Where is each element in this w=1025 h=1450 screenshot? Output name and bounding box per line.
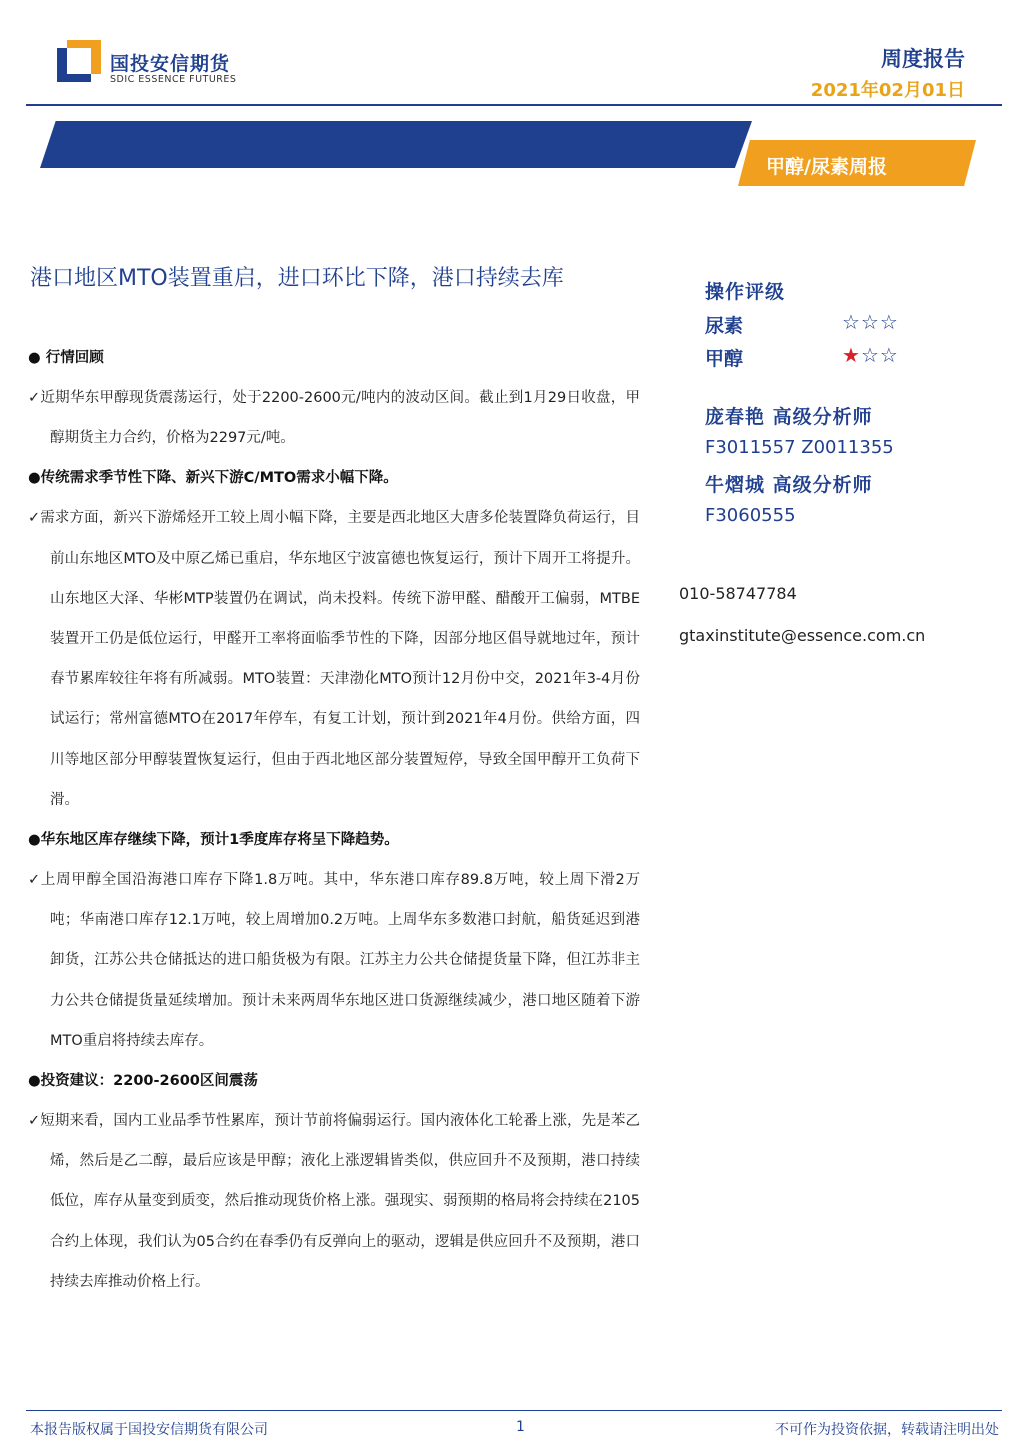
company-name-en: SDIC ESSENCE FUTURES [110, 74, 237, 85]
report-date: 2021年02月01日 [810, 80, 965, 101]
section-paragraph: ✓上周甲醇全国沿海港口库存下降1.8万吨。其中，华东港口库存89.8万吨，较上周下滑2万吨；华南港口库存12.1万吨，较上周增加0.2万吨。上周华东多数港口封航，船货延迟到港卸货，江苏公共仓储抵达的进口船货极为有限。江苏主力公共仓储提货量下降，但江苏非主力公共仓储提货量延续增加。预计未来两周华东地区进口货源继续减少，港口地区随着下游MTO重启将持续去库存。 [28, 872, 640, 1049]
empty-star-icon: ☆☆ [860, 343, 899, 367]
report-type: 周度报告 [881, 47, 965, 71]
analyst-2-name: 牛熠城 高级分析师 [705, 474, 873, 496]
analyst-1-license: F3011557 Z0011355 [705, 437, 894, 458]
page-number: 1 [516, 1419, 525, 1435]
section-investment-advice [28, 1061, 640, 1302]
section-demand [28, 458, 640, 820]
rating-methanol-label: 甲醇 [705, 348, 744, 370]
section-heading: ●华东地区库存继续下降，预计1季度库存将呈下降趋势。 [28, 832, 399, 849]
section-paragraph: ✓短期来看，国内工业品季节性累库，预计节前将偏弱运行。国内液体化工轮番上涨，先是苯乙烯，然后是乙二醇，最后应该是甲醇；液化上涨逻辑皆类似，供应回升不及预期，港口持续低位，库存从量变到质变，然后推动现货价格上涨。强现实、弱预期的格局将会持续在2105合约上体现，我们认为05合约在春季仍有反弹向上的驱动，逻辑是供应回升不及预期，港口持续去库推动价格上行。 [28, 1113, 640, 1290]
footer-copyright: 本报告版权属于国投安信期货有限公司 [30, 1422, 268, 1438]
company-name-cn: 国投安信期货 [110, 53, 231, 75]
section-heading: ● 行情回顾 [28, 350, 104, 366]
analyst-2-license: F3060555 [705, 505, 796, 526]
company-logo-icon [57, 40, 101, 84]
analyst-1-name: 庞春艳 高级分析师 [705, 406, 873, 428]
report-body [28, 338, 640, 1302]
section-heading: ●投资建议：2200-2600区间震荡 [28, 1073, 258, 1090]
section-market-review [28, 338, 640, 458]
rating-methanol-stars [842, 343, 899, 367]
contact-phone: 010-58747784 [679, 584, 797, 603]
empty-star-icon: ☆☆☆ [842, 310, 899, 334]
footer-divider [26, 1410, 1002, 1411]
footer-disclaimer: 不可作为投资依据，转载请注明出处 [775, 1422, 999, 1438]
section-heading: ●传统需求季节性下降、新兴下游C/MTO需求小幅下降。 [28, 470, 398, 487]
section-paragraph: ✓需求方面，新兴下游烯烃开工较上周小幅下降，主要是西北地区大唐多伦装置降负荷运行，目前山东地区MTO及中原乙烯已重启，华东地区宁波富德也恢复运行，预计下周开工将提升。山东地区大泽、华彬MTP装置仍在调试，尚未投料。传统下游甲醛、醋酸开工偏弱，MTBE装置开工仍是低位运行，甲醛开工率将面临季节性的下降，因部分地区倡导就地过年，预计春节累库较往年将有所减弱。MTO装置：天津渤化MTO预计12月份中交，2021年3-4月份试运行；常州富德MTO在2017年停车，有复工计划，预计到2021年4月份。供给方面，四川等地区部分甲醇装置恢复运行，但由于西北地区部分装置短停，导致全国甲醇开工负荷下滑。 [28, 510, 640, 808]
banner-title: 甲醇/尿素周报 [766, 156, 887, 178]
banner-blue-bar [40, 121, 752, 168]
header-divider [26, 104, 1002, 106]
section-inventory [28, 820, 640, 1061]
rating-urea-label: 尿素 [705, 315, 744, 337]
contact-email[interactable]: gtaxinstitute@essence.com.cn [679, 626, 926, 645]
rating-urea-stars [842, 310, 899, 334]
rating-title: 操作评级 [705, 281, 786, 303]
filled-star-icon: ★ [842, 343, 861, 367]
section-paragraph: ✓近期华东甲醇现货震荡运行，处于2200-2600元/吨内的波动区间。截止到1月29日收盘，甲醇期货主力合约，价格为2297元/吨。 [28, 390, 640, 447]
report-title: 港口地区MTO装置重启，进口环比下降，港口持续去库 [30, 266, 564, 291]
